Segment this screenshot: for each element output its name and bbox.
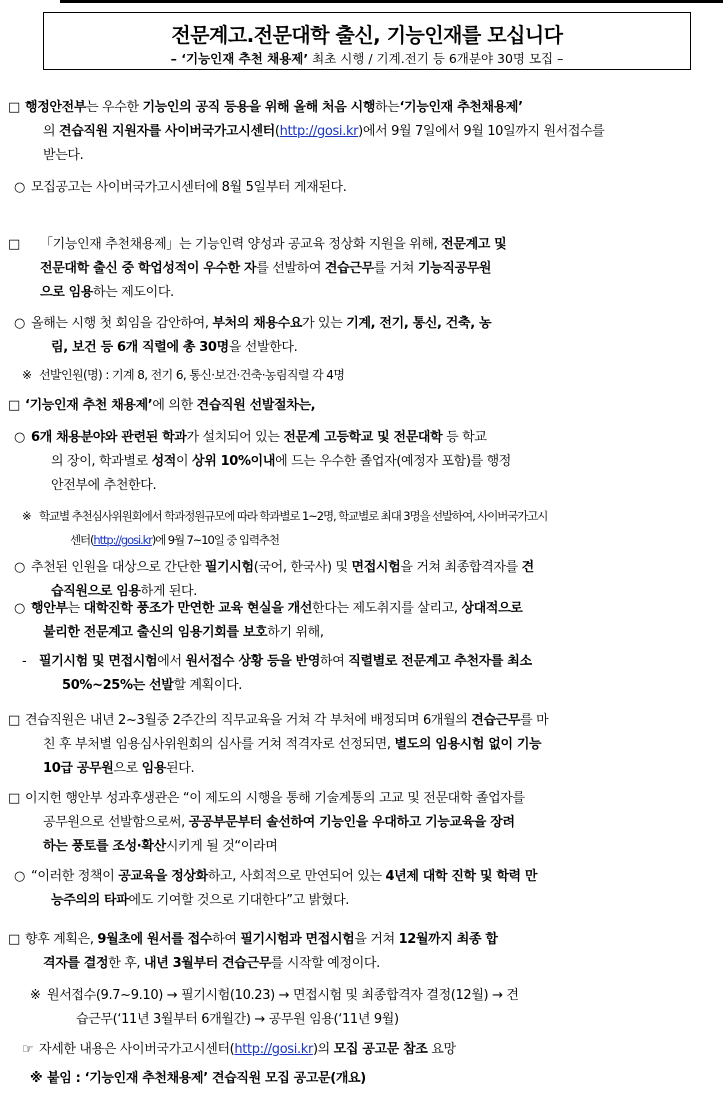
paragraph-7: ○ 6개 채용분야와 관련된 학과가 설치되어 있는 전문계 고등학교 및 전문대학 등 학교 의 장이, 학과별로 성적이 상위 10%이내에 드는 우수한 졸업자(예정자 포함)를 행정 안전부에 추천한다. (14, 426, 716, 498)
paragraph-3: □ 「기능인재 추천채용제」는 기능인력 양성과 공교육 정상화 지원을 위해, 전문계고 및 전문대학 출신 중 학업성적이 우수한 자를 선발하여 견습근무를 거쳐 기능직공무원 으로 임용하는 제도이다. (8, 233, 716, 305)
paragraph-8: ※ 학교별 추천심사위원회에서 학과정원규모에 따라 학과별로 1~2명, 학교별로 최대 3명을 선발하여, 사이버국가고시 센터(http://gosi.kr)에 9월 7~10일 중 입력추천 (22, 504, 718, 552)
paragraph-12: □ 견습직원은 내년 2~3월중 2주간의 직무교육을 거쳐 각 부처에 배정되며 6개월의 견습근무를 마 친 후 부처별 임용심사위원회의 심사를 거쳐 적격자로 선정되면, 별도의 임용시험 없이 기능 10급 공무원으로 임용된다. (8, 709, 716, 781)
circle-marker: ○ (14, 430, 25, 445)
paragraph-1: □ 행정안전부는 우수한 기능인의 공직 등용을 위해 올해 처음 시행하는‘기능인재 추천채용제’ 의 견습직원 지원자를 사이버국가고시센터(http://gosi.kr)에서 9월 7일에서 9월 10일까지 원서접수를 받는다. (8, 96, 716, 168)
note-marker: ※ (22, 509, 31, 523)
paragraph-4: ○ 올해는 시행 첫 회임을 감안하여, 부처의 채용수요가 있는 기계, 전기, 통신, 건축, 농 림, 보건 등 6개 직렬에 총 30명을 선발한다. (14, 312, 716, 360)
paragraph-5: ※ 선발인원(명) : 기계 8, 전기 6, 통신·보건·건축·농림직렬 각 4명 (22, 363, 712, 387)
circle-marker: ○ (14, 316, 25, 331)
square-marker: □ (8, 100, 20, 115)
page-title: 전문계고.전문대학 출신, 기능인재를 모십니다 (171, 23, 563, 47)
page-subtitle (44, 49, 690, 67)
circle-marker: ○ (14, 560, 25, 575)
note-marker: ※ (30, 1071, 43, 1086)
paragraph-9: ○ 추천된 인원을 대상으로 간단한 필기시험(국어, 한국사) 및 면접시험을 거쳐 최종합격자를 견 습직원으로 임용하게 된다. (14, 556, 716, 604)
circle-marker: ○ (14, 180, 25, 195)
paragraph-6: □ ‘기능인재 추천 채용제’에 의한 견습직원 선발절차는, (8, 394, 716, 418)
square-marker: □ (8, 713, 20, 728)
note-marker: ※ (30, 988, 41, 1003)
paragraph-11: - 필기시험 및 면접시험에서 원서접수 상황 등을 반영하여 직렬별로 전문계고 추천자를 최소 50%~25%는 선발할 계획이다. (22, 650, 716, 698)
paragraph-10: ○ 행안부는 대학진학 풍조가 만연한 교육 현실을 개선한다는 제도취지를 살리고, 상대적으로 불리한 전문계고 출신의 임용기회를 보호하기 위해, (14, 597, 716, 645)
paragraph-2: ○ 모집공고는 사이버국가고시센터에 8월 5일부터 게재된다. (14, 176, 714, 200)
paragraph-14: ○ “이러한 정책이 공교육을 정상화하고, 사회적으로 만연되어 있는 4년제 대학 진학 및 학력 만 능주의의 타파에도 기여할 것으로 기대한다”고 밝혔다. (14, 865, 716, 913)
square-marker: □ (8, 398, 20, 413)
paragraph-15: □ 향후 계획은, 9월초에 원서를 접수하여 필기시험과 면접시험을 거쳐 12월까지 최종 합 격자를 결정한 후, 내년 3월부터 견습근무를 시작할 예정이다. (8, 928, 716, 976)
subtitle-rest: 최초 시행 / 기계.전기 등 6개분야 30명 모집 – (308, 51, 564, 66)
subtitle-bold: – ‘기능인재 추천 채용제’ (170, 51, 309, 66)
dash-marker: - (22, 654, 27, 669)
paragraph-18: ※ 붙임 : ‘기능인재 추천채용제’ 견습직원 모집 공고문(개요) (30, 1067, 716, 1091)
gosi-link[interactable]: http://gosi.kr (234, 1042, 313, 1057)
gosi-link[interactable]: http://gosi.kr (279, 124, 359, 139)
square-marker: □ (8, 932, 20, 947)
square-marker: □ (8, 237, 20, 252)
circle-marker: ○ (14, 601, 25, 616)
paragraph-17: ☞ 자세한 내용은 사이버국가고시센터(http://gosi.kr)의 모집 공고문 참조 요망 (22, 1038, 716, 1062)
note-marker: ※ (22, 368, 32, 382)
hand-pointer-icon: ☞ (22, 1042, 34, 1057)
square-marker: □ (8, 791, 20, 806)
top-rule (60, 0, 723, 3)
circle-marker: ○ (14, 869, 25, 884)
paragraph-16: ※ 원서접수(9.7~9.10) → 필기시험(10.23) → 면접시험 및 최종합격자 결정(12월) → 견 습근무(‘11년 3월부터 6개월간) → 공무원 임용(‘11년 9월) (30, 984, 716, 1032)
title-box (43, 12, 691, 70)
paragraph-13: □ 이지헌 행안부 성과후생관은 “이 제도의 시행을 통해 기술계통의 고교 및 전문대학 졸업자를 공무원으로 선발함으로써, 공공부문부터 솔선하여 기능인을 우대하고 기능교육을 장려 하는 풍토를 조성·확산시키게 될 것“이라며 (8, 787, 716, 859)
gosi-link[interactable]: http://gosi.kr (93, 533, 152, 547)
